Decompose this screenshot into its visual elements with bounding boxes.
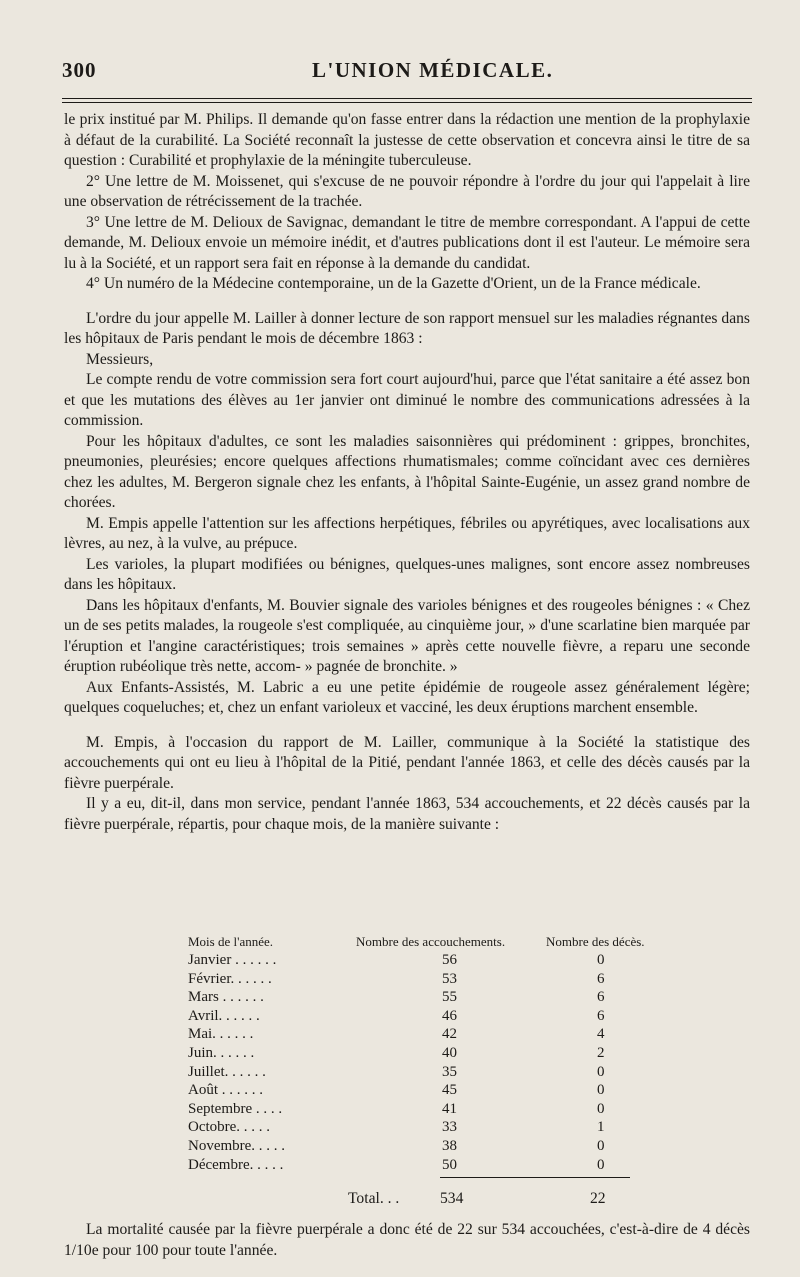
running-title: L'UNION MÉDICALE. — [312, 58, 554, 82]
births-cell: 50 — [442, 1156, 457, 1173]
deaths-cell: 4 — [597, 1026, 605, 1043]
body-text — [64, 110, 750, 835]
paragraph: M. Empis appelle l'attention sur les affections herpétiques, fébriles ou apyrétiques, avec localisations aux lèvres, au nez, à la vulve, au prépuce. — [64, 514, 750, 552]
paragraph: 3° Une lettre de M. Delioux de Savignac, demandant le titre de membre correspondant. A l'appui de cette demande, M. Delioux envoie un mémoire inédit, et d'autres publications dont il est l'auteur. Le mémoire sera lu à la Société, et un rapport sera fait en réponse à la demande du candidat. — [64, 213, 750, 272]
header-rule — [62, 98, 752, 99]
paragraph: M. Empis, à l'occasion du rapport de M. Lailler, communique à la Société la statistique des accouchements qui ont eu lieu à l'hôpital de la Pitié, pendant l'année 1863, et celle des décès causés par la fièvre puerpérale. — [64, 733, 750, 792]
deaths-cell: 0 — [597, 952, 605, 968]
header-month: Mois de l'année. — [188, 934, 274, 949]
births-cell: 33 — [442, 1119, 457, 1136]
births-cell: 46 — [442, 1007, 457, 1024]
births-cell: 40 — [442, 1044, 457, 1061]
month-cell: Juillet. . . . . . — [188, 1063, 266, 1080]
header-deaths: Nombre des décès. — [546, 934, 645, 949]
deaths-cell: 1 — [597, 1119, 605, 1136]
table-row — [186, 1138, 646, 1157]
table-row — [186, 952, 646, 971]
births-cell: 42 — [442, 1026, 457, 1043]
table-row — [186, 971, 646, 990]
month-cell: Août . . . . . . — [188, 1082, 263, 1099]
total-deaths: 22 — [590, 1190, 606, 1207]
births-cell: 38 — [442, 1137, 457, 1154]
paragraph: 2° Une lettre de M. Moissenet, qui s'excuse de ne pouvoir répondre à l'ordre du jour qui l'appelait à lire une observation de rétrécissement de la trachée. — [64, 172, 750, 210]
deaths-cell: 0 — [597, 1156, 605, 1173]
header-rule-thin — [62, 102, 752, 103]
paragraph: Aux Enfants-Assistés, M. Labric a eu une petite épidémie de rougeole assez généralement légère; quelques coqueluches; et, chez un enfant varioleux et vacciné, les deux éruptions marchent ensemble. — [64, 678, 750, 716]
header-births: Nombre des accouchements. — [356, 934, 506, 949]
sum-rule — [440, 1177, 630, 1178]
paragraph: Le compte rendu de votre commission sera fort court aujourd'hui, parce que l'état sanitaire a été assez bon et que les mutations des élèves au 1er janvier ont diminué le nombre des communications adressées à la commission. — [64, 371, 750, 429]
paragraph: Pour les hôpitaux d'adultes, ce sont les maladies saisonnières qui prédominent : grippes, bronchites, pneumonies, pleurésies; encore quelques affections rhumatismales; comme coïncidant avec ces dernières chez les adultes, M. Bergeron signale chez les enfants, à l'hôpital Sainte-Eugénie, un assez grand nombre de chorées. — [64, 432, 750, 511]
table-row — [186, 1101, 646, 1120]
table-row — [186, 1157, 646, 1176]
births-cell: 53 — [442, 970, 457, 987]
table-row — [186, 1026, 646, 1045]
deaths-cell: 6 — [597, 970, 605, 987]
deaths-cell: 0 — [597, 1100, 605, 1117]
table-row — [186, 1119, 646, 1138]
paragraph: Messieurs, — [86, 350, 154, 368]
table-header — [186, 934, 646, 952]
births-cell: 35 — [442, 1063, 457, 1080]
table-row — [186, 1008, 646, 1027]
conclusion — [64, 1220, 750, 1261]
births-cell: 56 — [442, 952, 457, 968]
deaths-cell: 6 — [597, 1007, 605, 1024]
paragraph-gap — [64, 295, 750, 309]
statistics-table — [186, 934, 646, 1175]
month-cell: Décembre. . . . . — [188, 1156, 284, 1173]
deaths-cell: 2 — [597, 1044, 605, 1061]
month-cell: Novembre. . . . . — [188, 1137, 286, 1154]
table-row — [186, 1045, 646, 1064]
month-cell: Mai. . . . . . — [188, 1026, 254, 1043]
paragraph: L'ordre du jour appelle M. Lailler à donner lecture de son rapport mensuel sur les maladies régnantes dans les hôpitaux de Paris pendant le mois de décembre 1863 : — [64, 309, 750, 347]
table-row — [186, 1082, 646, 1101]
paragraph: Les varioles, la plupart modifiées ou bénignes, quelques-unes malignes, sont encore assez nombreuses dans les hôpitaux. — [64, 555, 750, 593]
month-cell: Septembre . . . . — [188, 1100, 283, 1117]
month-cell: Avril. . . . . . — [188, 1007, 260, 1024]
table-row — [186, 1064, 646, 1083]
page-number: 300 — [62, 58, 97, 82]
paragraph-gap — [64, 719, 750, 733]
deaths-cell: 0 — [597, 1063, 605, 1080]
total-label: Total. . . — [348, 1190, 400, 1207]
conclusion-paragraph: La mortalité causée par la fièvre puerpérale a donc été de 22 sur 534 accouchées, c'est-à-dire de 4 décès 1/10e pour 100 pour toute l'année. — [64, 1221, 750, 1259]
table-row — [186, 989, 646, 1008]
month-cell: Octobre. . . . . — [188, 1119, 271, 1136]
births-cell: 41 — [442, 1100, 457, 1117]
deaths-cell: 0 — [597, 1082, 605, 1099]
paragraph: le prix institué par M. Philips. Il demande qu'on fasse entrer dans la rédaction une mention de la prophylaxie à défaut de la curabilité. La Société reconnaît la justesse de cette observation et concevra ainsi le titre de sa question : Curabilité et prophylaxie de la méningite tuberculeuse. — [64, 111, 750, 169]
paragraph: 4° Un numéro de la Médecine contemporaine, un de la Gazette d'Orient, un de la France médicale. — [86, 275, 701, 292]
births-cell: 55 — [442, 989, 457, 1006]
paragraph: Il y a eu, dit-il, dans mon service, pendant l'année 1863, 534 accouchements, et 22 décès causés par la fièvre puerpérale, répartis, pour chaque mois, de la manière suivante : — [64, 795, 750, 833]
month-cell: Mars . . . . . . — [188, 989, 264, 1006]
births-cell: 45 — [442, 1082, 457, 1099]
paragraph: Dans les hôpitaux d'enfants, M. Bouvier signale des varioles bénignes et des rougeoles bénignes : « Chez un de ses petits malades, la rougeole s'est compliquée, au cinquième jour, » d'une scarlatine bien marquée par l'éruption et l'angine caractéristiques; trois semaines » après cette nouvelle fièvre, a reparu une seconde éruption rubéolique très nette, accom- » pagnée de bronchite. » — [64, 596, 750, 675]
month-cell: Janvier . . . . . . — [188, 952, 277, 968]
month-cell: Juin. . . . . . — [188, 1044, 255, 1061]
deaths-cell: 0 — [597, 1137, 605, 1154]
table-body — [186, 952, 646, 1175]
page-header — [62, 58, 750, 88]
total-births: 534 — [440, 1190, 464, 1207]
month-cell: Février. . . . . . — [188, 970, 272, 987]
deaths-cell: 6 — [597, 989, 605, 1006]
